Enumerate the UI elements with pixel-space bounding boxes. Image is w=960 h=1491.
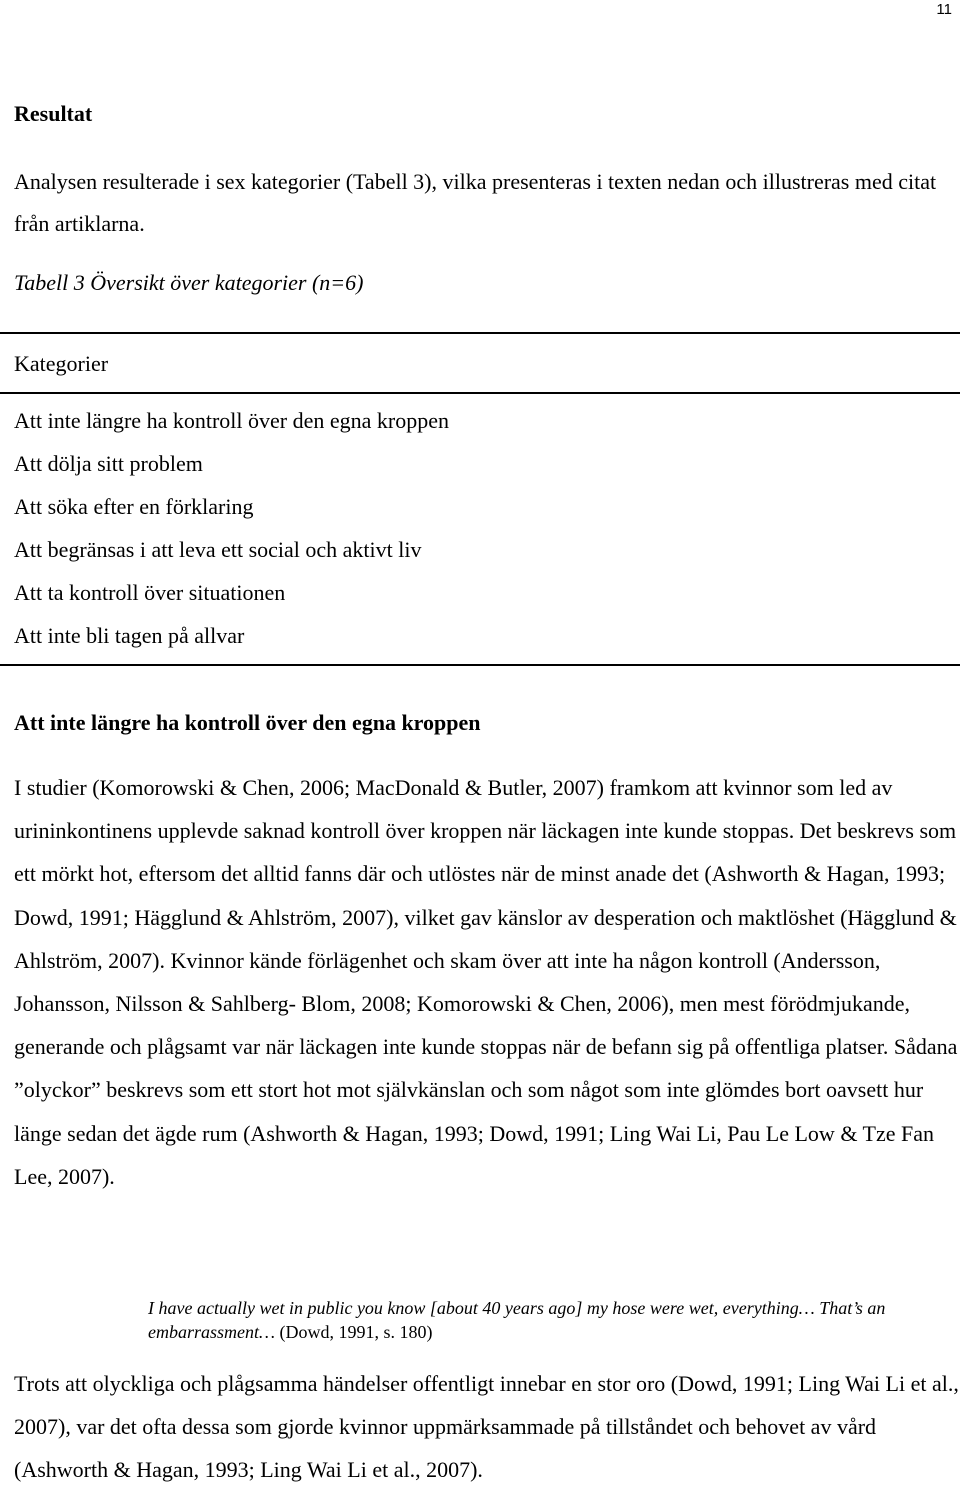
body-paragraph: I studier (Komorowski & Chen, 2006; MacDonald & Butler, 2007) framkom att kvinnor som led av urininkontinens upplevde saknad kontroll över kroppen när läckagen inte kunde stoppas. Det beskrevs som ett mörkt hot, eftersom det alltid fanns där och utlöstes när de minst anade det (Ashworth & Hagan, 1993; Dowd, 1991; Hägglund & Ahlström, 2007), vilket gav känslor av desperation och maktlöshet (Hägglund & Ahlström, 2007). Kvinnor kände förlägenhet och skam över att inte ha någon kontroll (Andersson, Johansson, Nilsson & Sahlberg- Blom, 2008; Komorowski & Chen, 2006), men mest förödmjukande, generande och plågsamt var när läckagen inte kunde stoppas när de befann sig på offentliga platser. Sådana ”olyckor” beskrevs som ett stort hot mot självkänslan och som något som inte glömdes bort oavsett hur länge sedan det ägde rum (Ashworth & Hagan, 1993; Dowd, 1991; Ling Wai Li, Pau Le Low & Tze Fan Lee, 2007). [14,775,958,1189]
category-item: Att begränsas i att leva ett social och aktivt liv [14,537,422,562]
quote-citation: (Dowd, 1991, s. 180) [279,1322,433,1342]
table-bottom-rule [0,664,960,666]
table-top-rule [0,332,960,334]
subsection-heading: Att inte längre ha kontroll över den egna kroppen [14,710,481,735]
table-header: Kategorier [14,351,109,376]
final-paragraph: Trots att olyckliga och plågsamma händelser offentligt innebar en stor oro (Dowd, 1991; Ling Wai Li et al., 2007), var det ofta dessa som gjorde kvinnor uppmärksammade på tillståndet och behovet av vård (Ashworth & Hagan, 1993; Ling Wai Li et al., 2007). [14,1371,959,1482]
category-list [14,404,449,662]
page-number: 11 [936,1,952,18]
category-item: Att ta kontroll över situationen [14,580,286,605]
intro-paragraph: Analysen resulterade i sex kategorier (Tabell 3), vilka presenteras i texten nedan och illustreras med citat från artiklarna. [14,169,937,236]
quote-text: I have actually wet in public you know [about 40 years ago] my hose were wet, everything… That’s an embarrassment… [148,1298,886,1342]
block-quote [148,1296,948,1344]
table-caption-label: Tabell 3 [14,270,85,295]
section-heading-resultat: Resultat [14,101,93,126]
category-item: Att inte längre ha kontroll över den egna kroppen [14,408,449,433]
table-caption-text: Översikt över kategorier (n=6) [90,270,364,295]
category-item: Att dölja sitt problem [14,451,203,476]
category-item: Att inte bli tagen på allvar [14,623,245,648]
table-header-rule [0,392,960,394]
category-item: Att söka efter en förklaring [14,494,254,519]
table-caption [14,269,363,297]
